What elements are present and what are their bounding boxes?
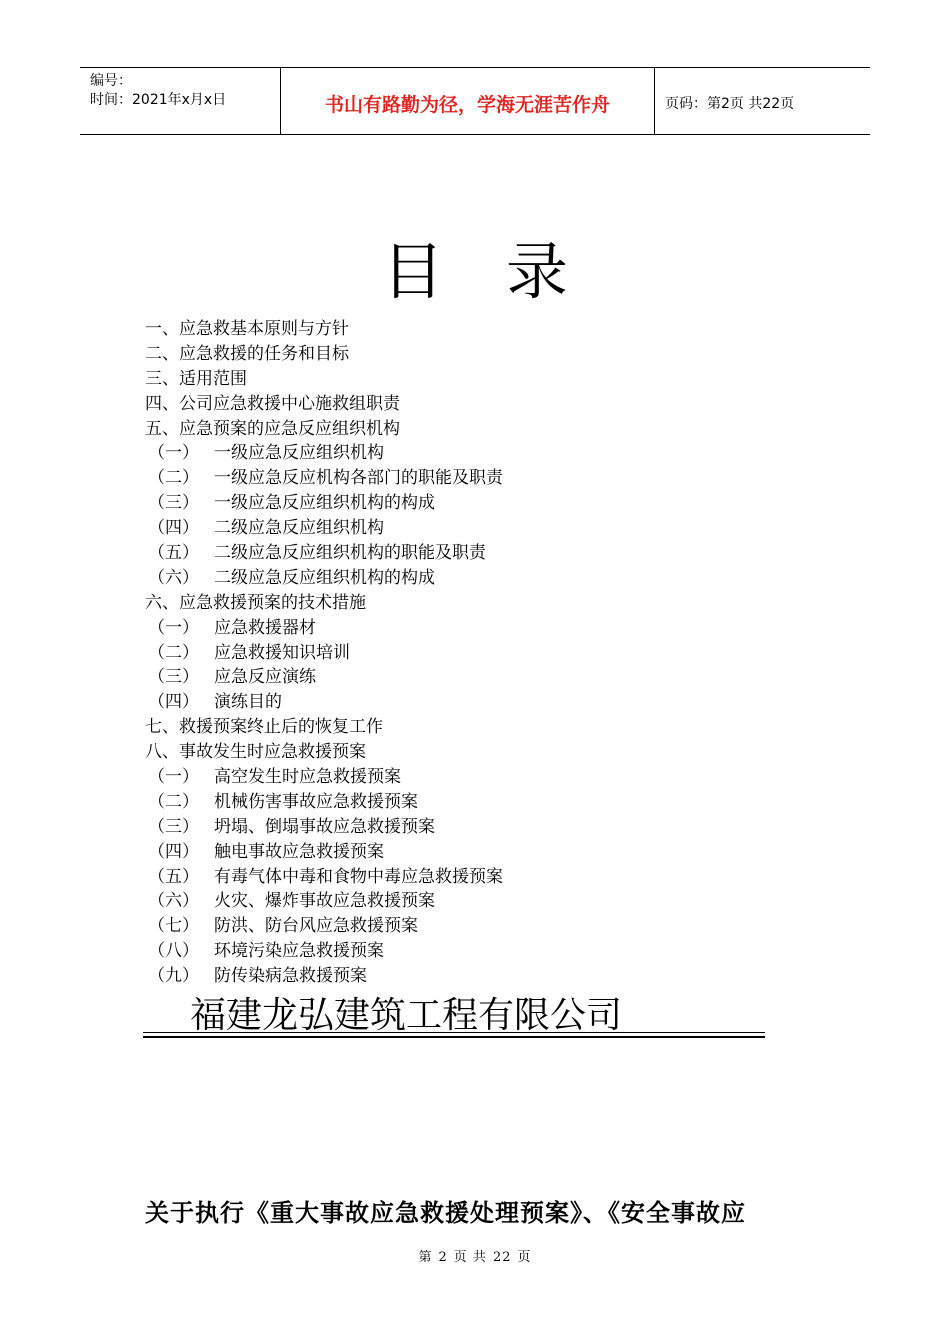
toc-item-number: （二）: [148, 468, 199, 489]
toc-item: [148, 616, 785, 641]
toc-item-number: （八）: [148, 941, 199, 962]
toc-item: [148, 815, 785, 840]
toc-item: [145, 740, 785, 765]
header-motto: 书山有路勤为径，学海无涯苦作舟: [281, 68, 655, 134]
toc-item-text: 一、应急救基本原则与方针: [145, 319, 349, 339]
toc-item-number: （一）: [148, 767, 199, 788]
table-of-contents: [145, 317, 785, 989]
toc-item: [148, 790, 785, 815]
toc-item-text: 高空发生时应急救援预案: [214, 767, 401, 788]
footer-total-pages: 22: [492, 1250, 512, 1265]
toc-item-text: 有毒气体中毒和食物中毒应急救援预案: [214, 866, 503, 887]
toc-item-text: 一级应急反应组织机构的构成: [214, 493, 435, 514]
toc-item-text: 应急救援器材: [214, 617, 316, 638]
toc-item: [148, 641, 785, 666]
toc-item-number: （四）: [148, 841, 199, 862]
toc-item-text: 一级应急反应组织机构: [214, 443, 384, 464]
toc-item-text: 一级应急反应机构各部门的职能及职责: [214, 468, 503, 489]
page-title: 目录: [381, 235, 630, 308]
toc-item: [145, 715, 785, 740]
toc-item: [148, 516, 785, 541]
toc-item: [148, 466, 785, 491]
page-header: [80, 67, 870, 135]
toc-item: [145, 591, 785, 616]
toc-item-number: （九）: [148, 966, 199, 987]
toc-item-number: （四）: [148, 692, 199, 713]
toc-item-text: 应急反应演练: [214, 667, 316, 688]
toc-item: [148, 665, 785, 690]
footer-suffix: 页: [517, 1250, 532, 1265]
toc-item-text: 触电事故应急救援预案: [214, 841, 384, 862]
toc-item-text: 二级应急反应组织机构: [214, 518, 384, 539]
toc-item: [145, 392, 785, 417]
toc-item: [145, 317, 785, 342]
page-footer: [0, 1246, 950, 1265]
toc-item: [145, 417, 785, 442]
toc-item: [148, 441, 785, 466]
toc-item: [148, 491, 785, 516]
toc-item-text: 坍塌、倒塌事故应急救援预案: [214, 816, 435, 837]
footer-page-number: 2: [438, 1250, 448, 1265]
toc-item-number: （三）: [148, 493, 199, 514]
toc-item-text: 环境污染应急救援预案: [214, 941, 384, 962]
toc-item-number: （一）: [148, 443, 199, 464]
toc-item-number: （二）: [148, 791, 199, 812]
section-heading: 关于执行《重大事故应急救援处理预案》、《安全事故应: [145, 1198, 746, 1227]
toc-item-text: 二级应急反应组织机构的构成: [214, 567, 435, 588]
toc-item: [148, 939, 785, 964]
toc-item: [148, 765, 785, 790]
toc-item-text: 火灾、爆炸事故应急救援预案: [214, 891, 435, 912]
toc-item-text: 防洪、防台风应急救援预案: [214, 916, 418, 937]
toc-item-text: 二、应急救援的任务和目标: [145, 343, 349, 364]
toc-item: [148, 690, 785, 715]
toc-item-text: 防传染病急救援预案: [214, 966, 367, 987]
toc-item-text: 四、公司应急救援中心施救组职责: [145, 393, 400, 414]
toc-item-text: 三、适用范围: [145, 368, 247, 389]
toc-item-number: （二）: [148, 642, 199, 663]
toc-item-text: 八、事故发生时应急救援预案: [145, 742, 366, 763]
toc-item: [148, 889, 785, 914]
toc-item: [145, 367, 785, 392]
toc-item-number: （一）: [148, 617, 199, 638]
toc-item-text: 应急救援知识培训: [214, 642, 350, 663]
toc-item: [148, 865, 785, 890]
header-page-info: 页码：第2页 共22页: [665, 96, 795, 112]
toc-item: [145, 342, 785, 367]
company-underline-thick: [143, 1036, 765, 1038]
toc-item-number: （三）: [148, 667, 199, 688]
toc-item-number: （五）: [148, 543, 199, 564]
toc-item-number: （六）: [148, 891, 199, 912]
toc-item-text: 机械伤害事故应急救援预案: [214, 791, 418, 812]
toc-item-number: （三）: [148, 816, 199, 837]
toc-item-number: （四）: [148, 518, 199, 539]
toc-item-number: （六）: [148, 567, 199, 588]
toc-item: [148, 914, 785, 939]
header-time-label: 时间：2021年x月x日: [90, 92, 227, 108]
footer-prefix: 第: [418, 1250, 433, 1265]
toc-item-text: 二级应急反应组织机构的职能及职责: [214, 543, 486, 564]
company-underline-thin: [143, 1032, 765, 1033]
header-code-label: 编号：: [90, 73, 132, 89]
toc-item-text: 六、应急救援预案的技术措施: [145, 592, 366, 613]
header-meta: [80, 68, 281, 134]
toc-item-text: 五、应急预案的应急反应组织机构: [145, 418, 400, 439]
footer-middle: 页 共: [453, 1250, 487, 1265]
toc-item-number: （五）: [148, 866, 199, 887]
toc-item-text: 七、救援预案终止后的恢复工作: [145, 717, 383, 738]
toc-item: [148, 566, 785, 591]
toc-item-text: 演练目的: [214, 692, 282, 713]
toc-item: [148, 964, 785, 989]
toc-item: [148, 541, 785, 566]
toc-item-number: （七）: [148, 916, 199, 937]
toc-item: [148, 840, 785, 865]
company-name: 福建龙弘建筑工程有限公司: [190, 995, 623, 1036]
